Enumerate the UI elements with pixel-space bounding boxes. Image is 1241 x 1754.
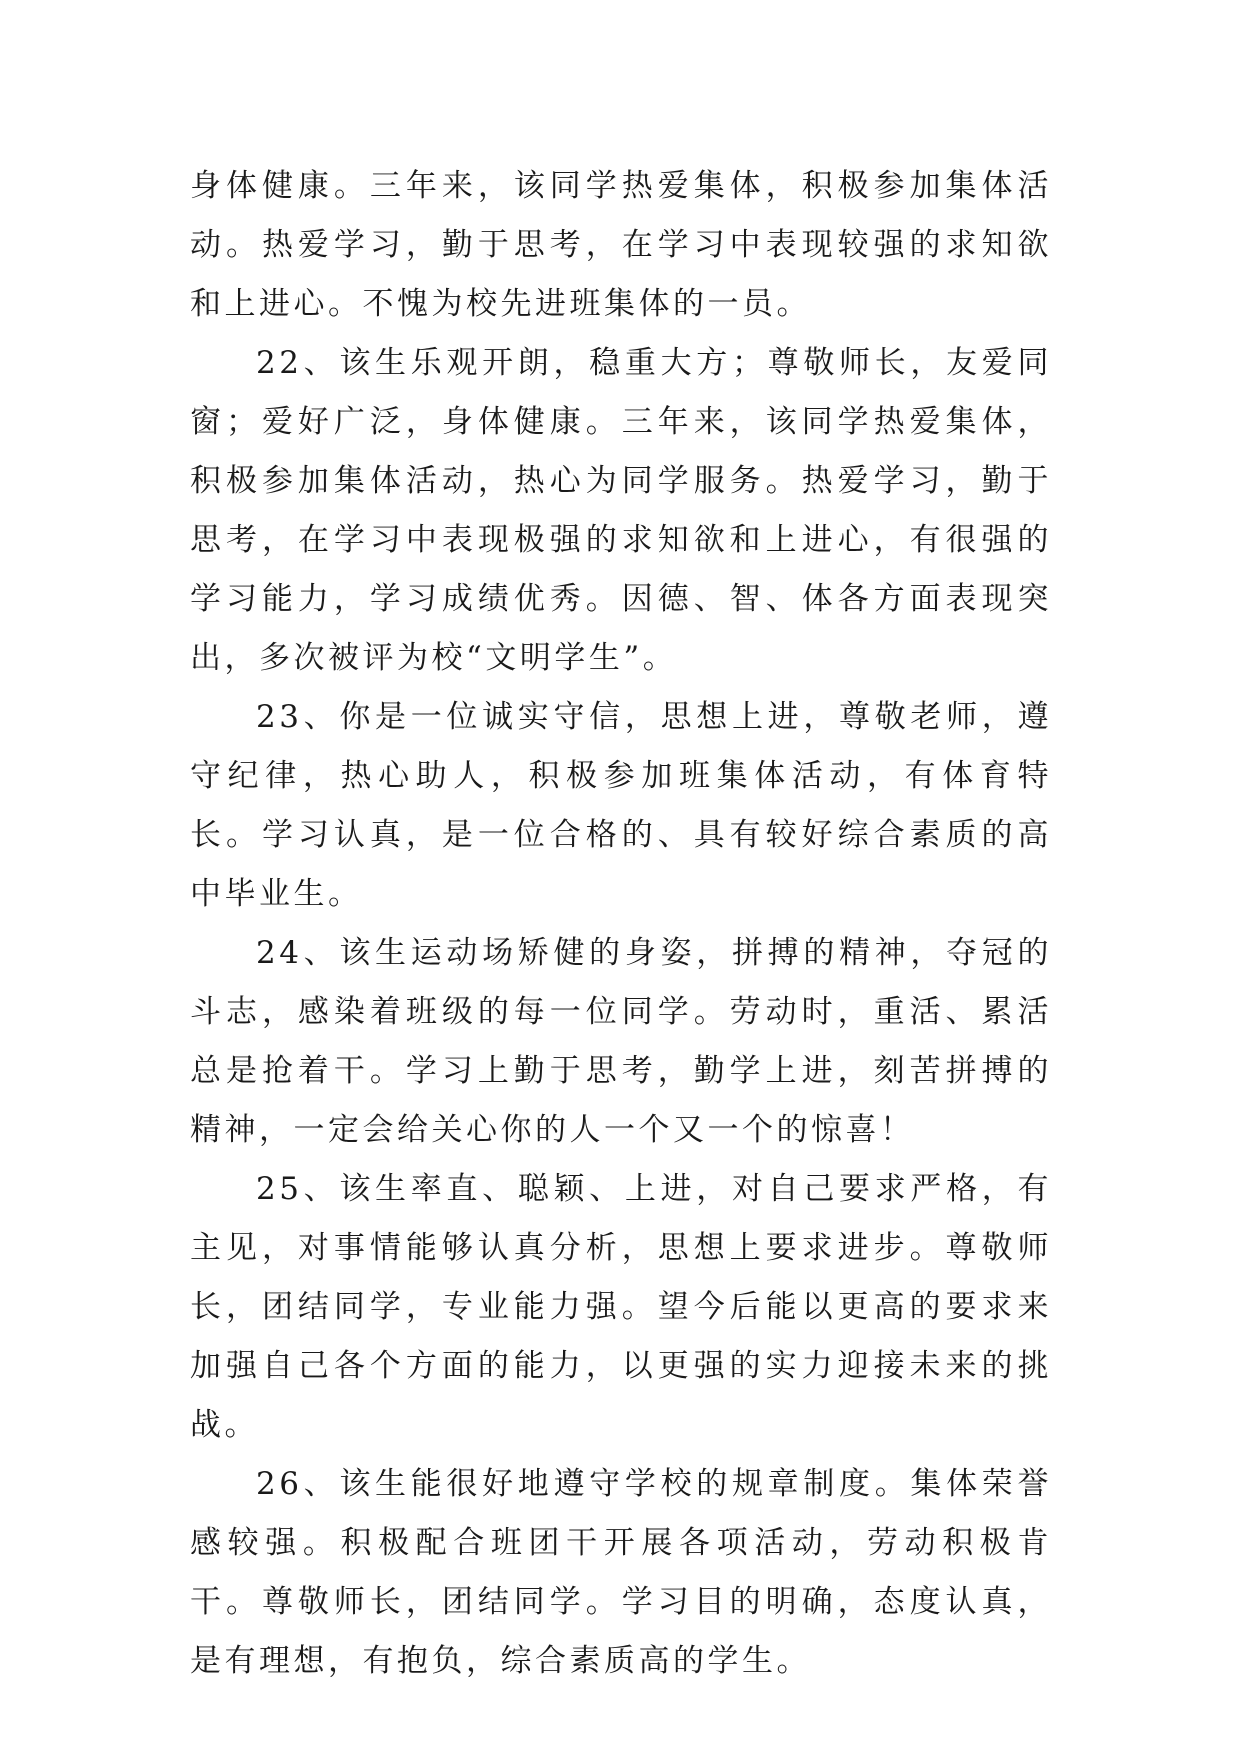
paragraph-continued: 身体健康。三年来，该同学热爱集体，积极参加集体活动。热爱学习，勤于思考，在学习中表现较强的求知欲和上进心。不愧为校先进班集体的一员。 [190,168,1052,322]
paragraph-22: 22、该生乐观开朗，稳重大方；尊敬师长，友爱同窗；爱好广泛，身体健康。三年来，该同学热爱集体，积极参加集体活动，热心为同学服务。热爱学习，勤于思考，在学习中表现极强的求知欲和上进心，有很强的学习能力，学习成绩优秀。因德、智、体各方面表现突出，多次被评为校“文明学生”。 [190,345,1052,676]
paragraph-23: 23、你是一位诚实守信，思想上进，尊敬老师，遵守纪律，热心助人，积极参加班集体活动，有体育特长。学习认真，是一位合格的、具有较好综合素质的高中毕业生。 [190,699,1052,912]
paragraph-25: 25、该生率直、聪颖、上进，对自己要求严格，有主见，对事情能够认真分析，思想上要求进步。尊敬师长，团结同学，专业能力强。望今后能以更高的要求来加强自己各个方面的能力，以更强的实力迎接未来的挑战。 [190,1171,1052,1443]
paragraph-24: 24、该生运动场矫健的身姿，拼搏的精神，夺冠的斗志，感染着班级的每一位同学。劳动时，重活、累活总是抢着干。学习上勤于思考，勤学上进，刻苦拼搏的精神，一定会给关心你的人一个又一个的惊喜！ [190,935,1052,1148]
paragraph-26: 26、该生能很好地遵守学校的规章制度。集体荣誉感较强。积极配合班团干开展各项活动，劳动积极肯干。尊敬师长，团结同学。学习目的明确，态度认真，是有理想，有抱负，综合素质高的学生。 [190,1466,1052,1679]
document-body [190,157,1052,1691]
